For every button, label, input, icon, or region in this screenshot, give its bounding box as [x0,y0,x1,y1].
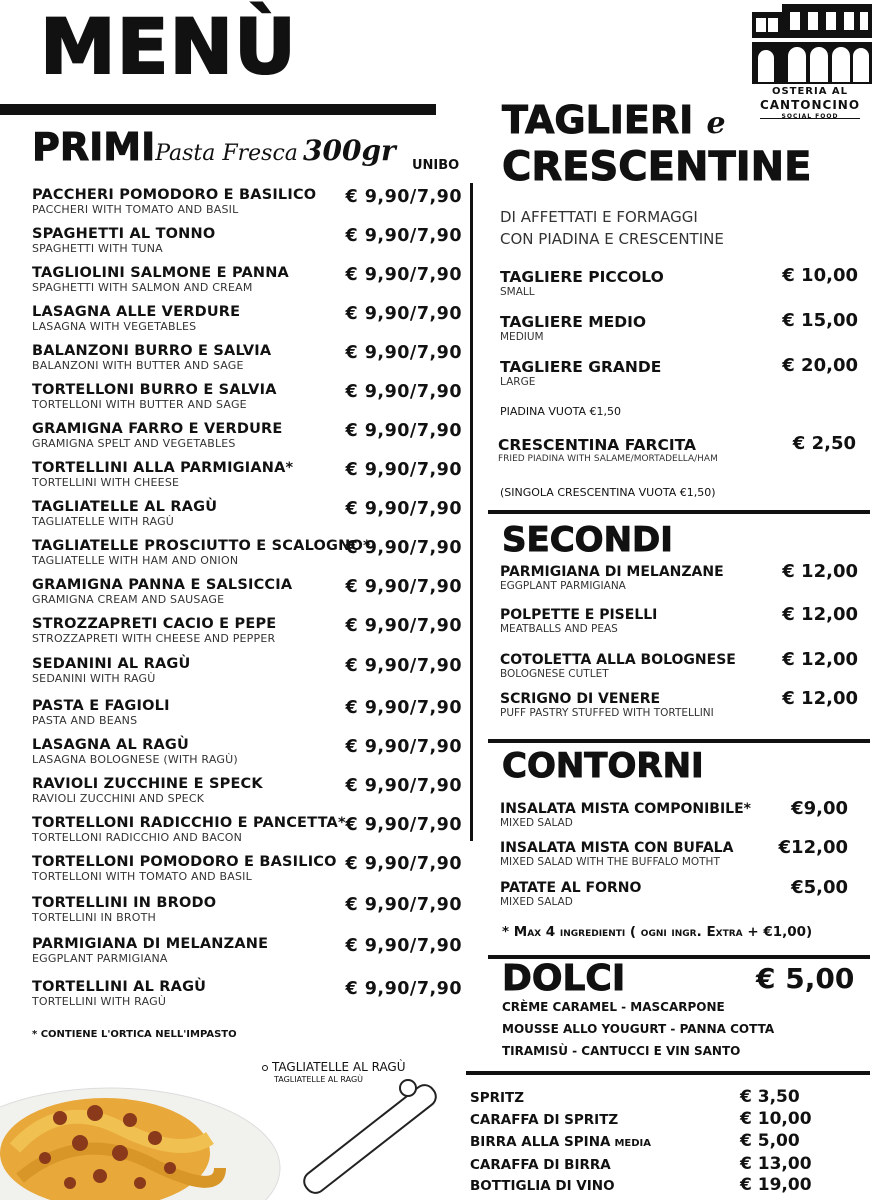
primi-item [32,304,462,333]
item-price: € 9,90/7,90 [345,421,462,441]
dolci-title: DOLCI [502,958,626,999]
item-price: € 9,90/7,90 [345,304,462,324]
item-name: SPAGHETTI AL TONNO [32,226,216,242]
item-price: € 9,90/7,90 [345,343,462,363]
primi-item [32,538,462,567]
item-name: TORTELLONI BURRO E SALVIA [32,382,277,398]
item-price: € 9,90/7,90 [345,936,462,956]
primi-item [32,616,462,645]
primi-item [32,815,462,844]
item-name: PASTA E FAGIOLI [32,698,170,714]
ortica-note: * CONTIENE L'ORTICA NELL'IMPASTO [32,1029,237,1040]
tagliere-item [500,265,858,298]
tagliatelle-photo [0,1058,460,1200]
item-translation: TAGLIATELLE WITH RAGÙ [32,515,175,528]
item-translation: PASTA AND BEANS [32,714,138,727]
item-translation: BOLOGNESE CUTLET [500,668,609,680]
item-translation: PACCHERI WITH TOMATO AND BASIL [32,203,239,216]
taglieri-desc-1: DI AFFETTATI E FORMAGGI [500,208,698,226]
logo-line1: OSTERIA AL [771,86,849,97]
crescentina-item: CRESCENTINA FARCITA FRIED PIADINA WITH SALAME/MORTADELLA/HAM € 2,50 [498,433,856,464]
drink-item [470,1131,810,1151]
crescentine-title: CRESCENTINE [502,144,812,190]
drink-name-text: CARAFFA DI SPRITZ [470,1112,619,1128]
header-rule [0,104,436,115]
item-name: LASAGNA ALLE VERDURE [32,304,241,320]
primi-item [32,936,462,965]
drink-price: € 5,00 [740,1131,800,1151]
logo-line3: SOCIAL FOOD [781,113,839,120]
item-translation: EGGPLANT PARMIGIANA [500,580,626,592]
item-name: INSALATA MISTA CON BUFALA [500,840,734,856]
building-icon [752,2,872,84]
primi-item [32,226,462,255]
item-name: SEDANINI AL RAGÙ [32,656,191,672]
drink-price: € 3,50 [740,1087,800,1107]
item-price: € 9,90/7,90 [345,616,462,636]
drink-size: MEDIA [614,1138,651,1149]
item-name: TORTELLONI RADICCHIO E PANCETTA* [32,815,346,831]
item-name: TAGLIERE MEDIO [500,313,647,331]
item-name: TORTELLINI AL RAGÙ [32,979,207,995]
primi-heading [32,125,396,169]
item-price: € 9,90/7,90 [345,265,462,285]
item-translation: TORTELLONI WITH BUTTER AND SAGE [32,398,247,411]
item-price: € 12,00 [782,604,858,625]
primi-item [32,979,462,1008]
primi-item [32,187,462,216]
primi-item [32,776,462,805]
item-name: LASAGNA AL RAGÙ [32,737,190,753]
item-translation: EGGPLANT PARMIGIANA [32,952,168,965]
primi-item [32,737,462,766]
item-translation: LARGE [500,376,536,388]
item-name: PATATE AL FORNO [500,880,642,896]
item-translation: TORTELLONI RADICCHIO AND BACON [32,831,243,844]
dolci-line-1: CRÈME CARAMEL - MASCARPONE [502,1000,725,1014]
item-translation: GRAMIGNA SPELT AND VEGETABLES [32,437,236,450]
primi-item [32,382,462,411]
item-translation: STROZZAPRETI WITH CHEESE AND PEPPER [32,632,276,645]
item-translation: MEDIUM [500,331,544,343]
item-name: TAGLIATELLE PROSCIUTTO E SCALOGNO* [32,538,371,554]
item-price: € 9,90/7,90 [345,698,462,718]
item-name: TAGLIOLINI SALMONE E PANNA [32,265,289,281]
piadina-note: PIADINA VUOTA €1,50 [500,405,621,418]
item-name: STROZZAPRETI CACIO E PEPE [32,616,277,632]
drinks-rule [466,1071,870,1075]
contorni-item [500,837,848,868]
drink-item [470,1109,812,1129]
contorni-title: CONTORNI [502,746,704,786]
primi-item [32,460,462,489]
item-translation: PUFF PASTRY STUFFED WITH TORTELLINI [500,707,714,719]
item-name: POLPETTE E PISELLI [500,607,658,623]
item-translation: BALANZONI WITH BUTTER AND SAGE [32,359,244,372]
secondi-item [500,688,858,719]
item-translation: TORTELLINI IN BROTH [32,911,156,924]
item-price: € 9,90/7,90 [345,656,462,676]
item-name: TAGLIATELLE AL RAGÙ [32,499,218,515]
item-translation: MEATBALLS AND PEAS [500,623,618,635]
menu-title: MENÙ [40,2,297,91]
drink-name-text: CARAFFA DI BIRRA [470,1157,611,1173]
primi-item [32,343,462,372]
item-name: GRAMIGNA FARRO E VERDURE [32,421,283,437]
item-translation: RAVIOLI ZUCCHINI AND SPECK [32,792,205,805]
drink-price: € 19,00 [740,1175,812,1195]
pasta-plate-icon [0,1058,460,1200]
item-price: € 9,90/7,90 [345,460,462,480]
item-name: SCRIGNO DI VENERE [500,691,661,707]
item-price: € 9,90/7,90 [345,895,462,915]
item-translation: TORTELLONI WITH TOMATO AND BASIL [32,870,252,883]
item-name: COTOLETTA ALLA BOLOGNESE [500,652,736,668]
primi-item [32,854,462,883]
secondi-rule [488,510,870,514]
item-price: € 12,00 [782,561,858,582]
primi-item [32,698,462,727]
item-name: TAGLIERE PICCOLO [500,268,664,286]
item-name: PARMIGIANA DI MELANZANE [500,564,724,580]
contorni-rule [488,739,870,743]
item-name: TAGLIERE GRANDE [500,358,662,376]
unibo-label: UNIBO [412,158,460,173]
item-name: TORTELLINI ALLA PARMIGIANA* [32,460,294,476]
primi-subtitle: Pasta Fresca [155,141,298,166]
drink-item [470,1087,810,1107]
item-translation: MIXED SALAD WITH THE BUFFALO MOTHT [500,856,720,868]
item-price: €5,00 [791,877,848,898]
item-price: € 9,90/7,90 [345,538,462,558]
item-price: € 9,90/7,90 [345,382,462,402]
item-name: TORTELLONI POMODORO E BASILICO [32,854,337,870]
item-translation: TAGLIATELLE WITH HAM AND ONION [32,554,239,567]
primi-title: PRIMI [32,125,156,169]
item-price: € 12,00 [782,688,858,709]
item-translation: LASAGNA BOLOGNESE (WITH RAGÙ) [32,753,238,766]
item-translation: TORTELLINI WITH RAGÙ [32,995,167,1008]
primi-item [32,421,462,450]
item-name: BALANZONI BURRO E SALVIA [32,343,272,359]
item-translation: SMALL [500,286,535,298]
item-name: TORTELLINI IN BRODO [32,895,217,911]
secondi-item [500,561,858,592]
tagliere-item [500,310,858,343]
dolci-price: € 5,00 [756,962,855,995]
drink-name-text: BIRRA ALLA SPINA [470,1134,611,1150]
primi-item [32,577,462,606]
item-price: €12,00 [778,837,848,858]
drink-item [470,1154,812,1174]
item-price: € 9,90/7,90 [345,979,462,999]
logo-line2: CANTONCINO [759,98,861,112]
secondi-title: SECONDI [502,520,673,560]
primi-item [32,895,462,924]
item-translation: SEDANINI WITH RAGÙ [32,672,156,685]
item-price: € 9,90/7,90 [345,737,462,757]
crescentina-note: (SINGOLA CRESCENTINA VUOTA €1,50) [500,486,716,499]
item-name: PACCHERI POMODORO E BASILICO [32,187,317,203]
dolci-line-3: TIRAMISÙ - CANTUCCI E VIN SANTO [502,1044,741,1058]
item-name: INSALATA MISTA COMPONIBILE* [500,801,751,817]
item-name: PARMIGIANA DI MELANZANE [32,936,269,952]
drink-name-text: BOTTIGLIA DI VINO [470,1178,615,1194]
caption-bullet-icon [262,1065,268,1071]
item-price: € 9,90/7,90 [345,854,462,874]
drink-name-text: SPRITZ [470,1090,525,1106]
secondi-item [500,604,858,635]
item-translation: MIXED SALAD [500,817,573,829]
primi-vertical-rule [470,183,473,841]
item-price: € 9,90/7,90 [345,776,462,796]
item-price: € 20,00 [782,355,858,376]
drink-item [470,1175,812,1195]
item-name: GRAMIGNA PANNA E SALSICCIA [32,577,293,593]
primi-item [32,656,462,685]
taglieri-title: TAGLIERI e [502,98,726,142]
drink-price: € 10,00 [740,1109,812,1129]
primi-item [32,499,462,528]
item-price: € 9,90/7,90 [345,815,462,835]
contorni-item [500,798,848,829]
item-price: € 15,00 [782,310,858,331]
tagliere-item [500,355,858,388]
primi-item [32,265,462,294]
secondi-item [500,649,858,680]
item-price: € 10,00 [782,265,858,286]
item-price: € 9,90/7,90 [345,499,462,519]
item-translation: SPAGHETTI WITH TUNA [32,242,163,255]
item-price: € 12,00 [782,649,858,670]
item-price: € 9,90/7,90 [345,187,462,207]
primi-weight: 300gr [303,134,396,167]
item-translation: GRAMIGNA CREAM AND SAUSAGE [32,593,225,606]
contorni-item [500,877,848,908]
contorni-note: * Max 4 ingredienti ( ogni ingr. Extra + €1,00) [502,924,813,940]
photo-caption: TAGLIATELLE AL RAGÙ [262,1060,406,1074]
item-translation: SPAGHETTI WITH SALMON AND CREAM [32,281,253,294]
item-translation: MIXED SALAD [500,896,573,908]
item-translation: LASAGNA WITH VEGETABLES [32,320,197,333]
dolci-line-2: MOUSSE ALLO YOUGURT - PANNA COTTA [502,1022,775,1036]
item-translation: TORTELLINI WITH CHEESE [32,476,180,489]
item-price: € 9,90/7,90 [345,577,462,597]
item-price: € 9,90/7,90 [345,226,462,246]
taglieri-desc-2: CON PIADINA E CRESCENTINE [500,230,724,248]
item-name: RAVIOLI ZUCCHINE E SPECK [32,776,263,792]
item-price: €9,00 [791,798,848,819]
drink-price: € 13,00 [740,1154,812,1174]
photo-caption-sub: TAGLIATELLE AL RAGÙ [274,1075,364,1084]
